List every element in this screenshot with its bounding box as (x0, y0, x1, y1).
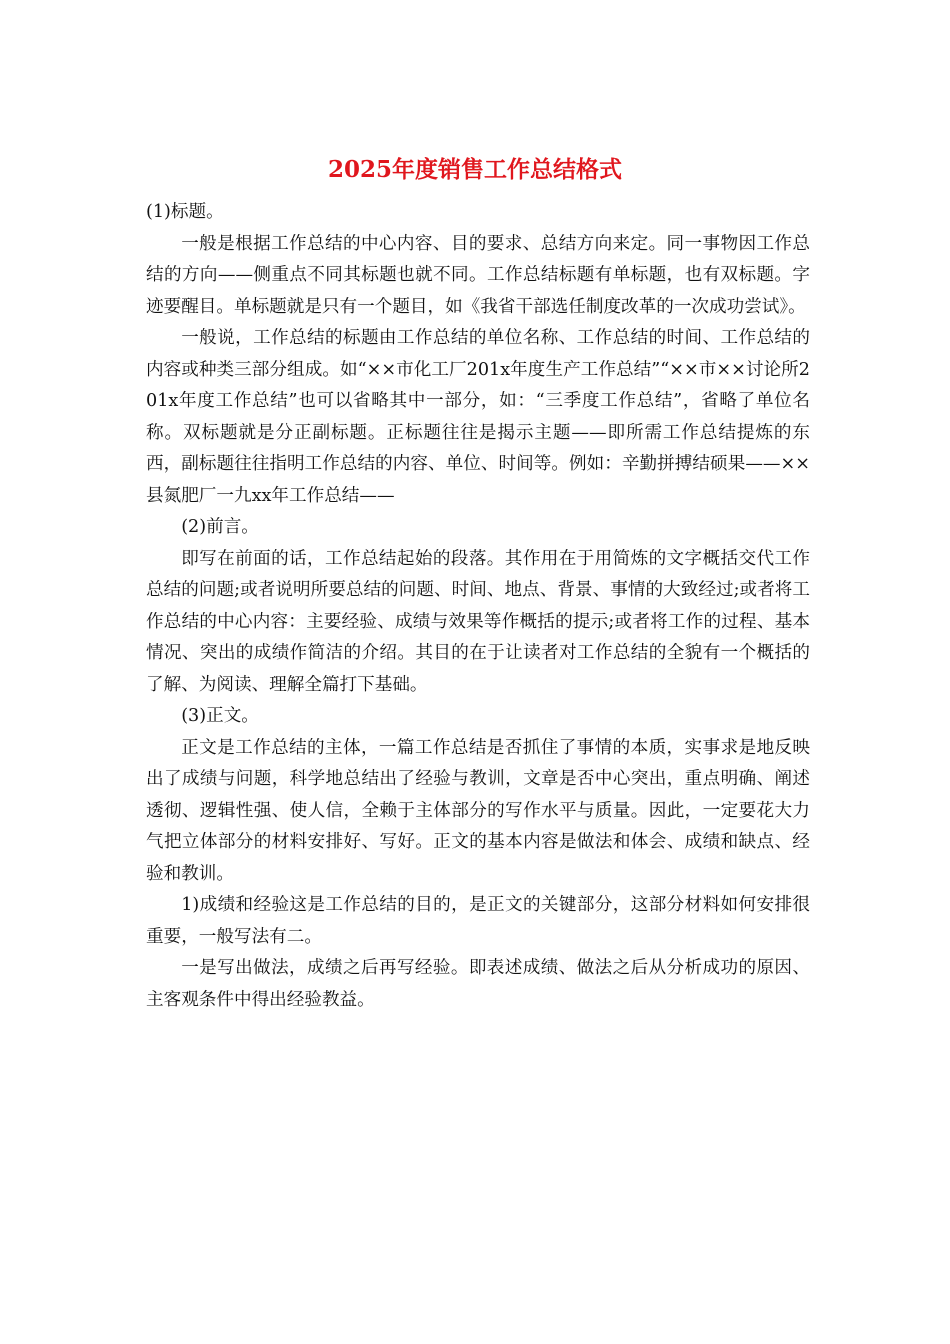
paragraph: 一是写出做法，成绩之后再写经验。即表述成绩、做法之后从分析成功的原因、主客观条件中得出经验教益。 (146, 958, 810, 1010)
paragraph: 即写在前面的话，工作总结起始的段落。其作用在于用简炼的文字概括交代工作总结的问题;或者说明所要总结的问题、时间、地点、背景、事情的大致经过;或者将工作总结的中心内容：主要经验、成绩与效果等作概括的提示;或者将工作的过程、基本情况、突出的成绩作简洁的介绍。其目的在于让读者对工作总结的全貌有一个概括的了解、为阅读、理解全篇打下基础。 (146, 548, 810, 695)
paragraph: 一般是根据工作总结的中心内容、目的要求、总结方向来定。同一事物因工作总结的方向——侧重点不同其标题也就不同。工作总结标题有单标题，也有双标题。字迹要醒目。单标题就是只有一个题目，如《我省干部选任制度改革的一次成功尝试》。 (146, 233, 810, 317)
section-heading-title: (1)标题。 (146, 202, 224, 222)
paragraph: 正文是工作总结的主体，一篇工作总结是否抓住了事情的本质，实事求是地反映出了成绩与问题，科学地总结出了经验与教训，文章是否中心突出，重点明确、阐述透彻、逻辑性强、使人信，全赖于主体部分的写作水平与质量。因此，一定要花大力气把立体部分的材料安排好、写好。正文的基本内容是做法和体会、成绩和缺点、经验和教训。 (146, 737, 810, 884)
document-title: 2025年度销售工作总结格式 (327, 156, 622, 183)
paragraph: 1)成绩和经验这是工作总结的目的，是正文的关键部分，这部分材料如何安排很重要，一般写法有二。 (146, 895, 810, 947)
document-body (146, 197, 810, 1016)
section-heading-body: (3)正文。 (181, 706, 259, 726)
section-heading-preface: (2)前言。 (181, 517, 259, 537)
paragraph: 一般说，工作总结的标题由工作总结的单位名称、工作总结的时间、工作总结的内容或种类三部分组成。如“××市化工厂201x年度生产工作总结”“××市××讨论所201x年度工作总结”也可以省略其中一部分，如：“三季度工作总结”，省略了单位名称。双标题就是分正副标题。正标题往往是揭示主题——即所需工作总结提炼的东西，副标题往往指明工作总结的内容、单位、时间等。例如：辛勤拼搏结硕果——××县氮肥厂一九xx年工作总结—— (146, 328, 810, 506)
